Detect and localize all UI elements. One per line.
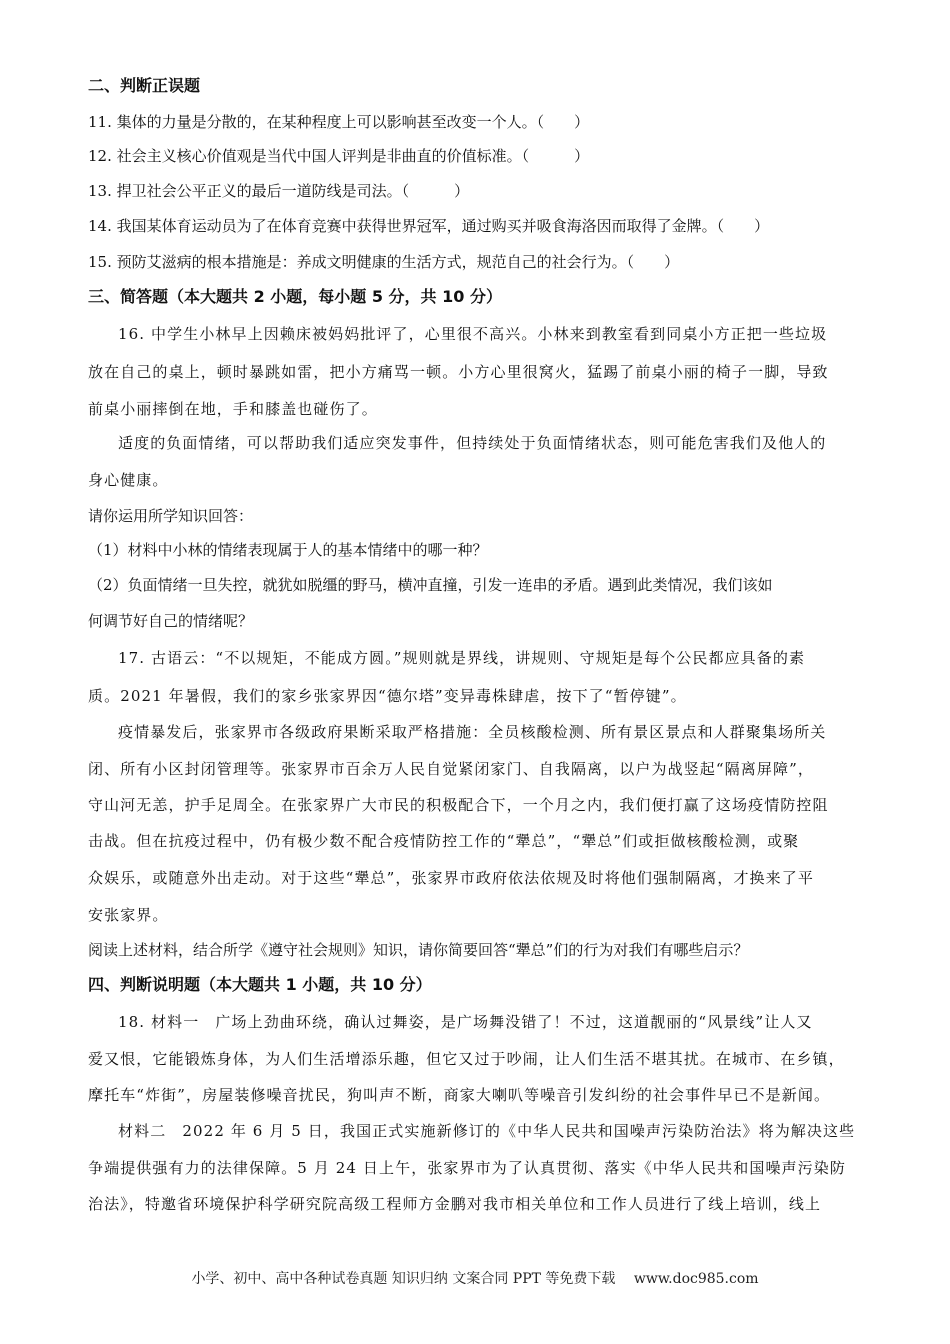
q16-line-3: 前桌小丽摔倒在地，手和膝盖也碰伤了。 (88, 400, 378, 418)
q17-line-1: 17. 古语云：“不以规矩，不能成方圆。”规则就是界线，讲规则、守规矩是每个公民都应具备的素 (118, 649, 806, 667)
q18-line-4: 材料二 2022 年 6 月 5 日，我国正式实施新修订的《中华人民共和国噪声污染防治法》将为解决这些 (118, 1122, 856, 1140)
q16-line-4: 适度的负面情绪，可以帮助我们适应突发事件，但持续处于负面情绪状态，则可能危害我们及他人的 (118, 434, 827, 452)
q18-line-6: 治法》，特邀省环境保护科学研究院高级工程师方金鹏对我市相关单位和工作人员进行了线上培训，线上 (88, 1195, 822, 1213)
q17-line-2: 质。2021 年暑假，我们的家乡张家界因“德尔塔”变异毒株肆虐，按下了“暂停键”。 (88, 687, 687, 705)
q16-sub-2: （2）负面情绪一旦失控，就犹如脱缰的野马，横冲直撞，引发一连串的矛盾。遇到此类情况，我们该如 (88, 576, 773, 594)
question-13: 13. 捍卫社会公平正义的最后一道防线是司法。（ ） (88, 182, 470, 200)
q16-line-1: 16. 中学生小林早上因赖床被妈妈批评了，心里很不高兴。小林来到教室看到同桌小方正把一些垃圾 (118, 325, 828, 343)
q18-line-5: 争端提供强有力的法律保障。5 月 24 日上午，张家界市为了认真贯彻、落实《中华人民共和国噪声污染防 (88, 1159, 846, 1177)
q18-line-3: 摩托车“炸街”，房屋装修噪音扰民，狗叫声不断，商家大喇叭等噪音引发纠纷的社会事件早已不是新闻。 (88, 1086, 831, 1104)
q18-line-1: 18. 材料一 广场上劲曲环绕，确认过舞姿，是广场舞没错了！不过，这道靓丽的“风景线”让人又 (118, 1013, 813, 1031)
q16-line-2: 放在自己的桌上，顿时暴跳如雷，把小方痛骂一顿。小方心里很窝火，猛踢了前桌小丽的椅子一脚，导致 (88, 363, 829, 381)
question-15: 15. 预防艾滋病的根本措施是：养成文明健康的生活方式，规范自己的社会行为。（ ） (88, 253, 680, 271)
q16-sub-1: （1）材料中小林的情绪表现属于人的基本情绪中的哪一种？ (88, 541, 488, 559)
q17-line-5: 守山河无恙，护手足周全。在张家界广大市民的积极配合下，一个月之内，我们便打赢了这场疫情防控阻 (88, 796, 829, 814)
q16-line-5: 身心健康。 (88, 471, 169, 489)
question-11: 11. 集体的力量是分散的，在某种程度上可以影响甚至改变一个人。（ ） (88, 113, 590, 131)
question-12: 12. 社会主义核心价值观是当代中国人评判是非曲直的价值标准。（ ） (88, 147, 590, 165)
q17-line-8: 安张家界。 (88, 906, 169, 924)
question-14: 14. 我国某体育运动员为了在体育竞赛中获得世界冠军，通过购买并吸食海洛因而取得了金牌。（ ） (88, 217, 770, 235)
q16-prompt: 请你运用所学知识回答： (88, 507, 254, 525)
section-heading-explain: 四、判断说明题（本大题共 1 小题，共 10 分） (88, 975, 432, 994)
q17-line-7: 众娱乐，或随意外出走动。对于这些“犟总”，张家界市政府依法依规及时将他们强制隔离，才换来了平 (88, 869, 814, 887)
q17-line-4: 闭、所有小区封闭管理等。张家界市百余万人民自觉紧闭家门、自我隔离，以户为战竖起“隔离屏障”， (88, 760, 814, 778)
q16-sub-2-cont: 何调节好自己的情绪呢？ (88, 612, 254, 630)
section-heading-judge: 二、判断正误题 (88, 76, 201, 95)
q17-prompt: 阅读上述材料，结合所学《遵守社会规则》知识，请你简要回答“犟总”们的行为对我们有哪些启示？ (88, 941, 749, 959)
section-heading-short-answer: 三、简答题（本大题共 2 小题，每小题 5 分，共 10 分） (88, 287, 502, 306)
q17-line-6: 击战。但在抗疫过程中，仍有极少数不配合疫情防控工作的“犟总”，“犟总”们或拒做核酸检测，或聚 (88, 832, 800, 850)
q17-line-3: 疫情暴发后，张家界市各级政府果断采取严格措施：全员核酸检测、所有景区景点和人群聚集场所关 (118, 723, 827, 741)
q18-line-2: 爱又恨，它能锻炼身体，为人们生活增添乐趣，但它又过于吵闹，让人们生活不堪其扰。在城市、在乡镇， (88, 1050, 845, 1068)
page-footer: 小学、初中、高中各种试卷真题 知识归纳 文案合同 PPT 等免费下载 www.doc985.com (191, 1271, 759, 1287)
